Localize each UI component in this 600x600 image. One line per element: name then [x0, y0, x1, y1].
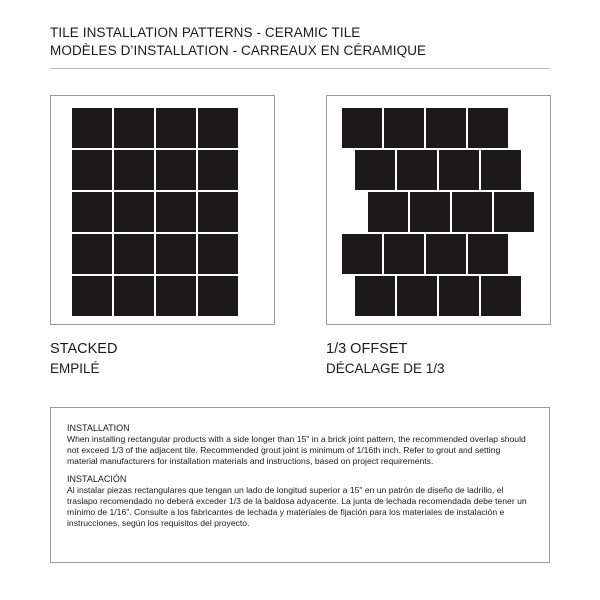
offset-tile [426, 234, 466, 274]
stacked-tile [72, 276, 112, 316]
stacked-tile [198, 276, 238, 316]
offset-tile [439, 276, 479, 316]
stacked-caption [50, 340, 117, 378]
installation-heading-spanish: INSTALACIÓN [67, 474, 127, 484]
title-french: MODÈLES D’INSTALLATION - CARREAUX EN CÉRAMIQUE [50, 43, 427, 58]
stacked-label-french: EMPILÉ [50, 361, 100, 376]
stacked-tile [114, 276, 154, 316]
offset-label-french: DÉCALAGE DE 1/3 [326, 361, 445, 376]
offset-tile [355, 276, 395, 316]
offset-pattern-diagram [326, 95, 551, 325]
offset-tile [439, 150, 479, 190]
offset-tile [397, 276, 437, 316]
header-divider [50, 68, 550, 69]
installation-notes [50, 407, 550, 563]
stacked-tile [198, 108, 238, 148]
installation-heading-english: INSTALLATION [67, 423, 130, 433]
stacked-tile [72, 150, 112, 190]
installation-body-english: When installing rectangular products with a side longer than 15" in a brick joint pattern, the recommended overlap should not exceed 1/3 of the adjacent tile. Recommended grout joint is minimum of 1/16th inch. Refer to grout and setting material manufacturers for installation materials and instructions, based on project requirements. [67, 434, 526, 466]
stacked-tile [156, 276, 196, 316]
stacked-tile [156, 150, 196, 190]
stacked-tile [72, 108, 112, 148]
offset-tile [384, 108, 424, 148]
offset-tile [384, 234, 424, 274]
stacked-tile [72, 234, 112, 274]
offset-tile [355, 150, 395, 190]
stacked-tile [114, 108, 154, 148]
offset-tile [342, 108, 382, 148]
offset-caption [326, 340, 445, 378]
stacked-tile [156, 234, 196, 274]
offset-tile [426, 108, 466, 148]
stacked-tile [198, 192, 238, 232]
offset-tile [368, 192, 408, 232]
page-header [50, 24, 426, 60]
offset-tile [468, 234, 508, 274]
offset-tile [468, 108, 508, 148]
offset-tile [452, 192, 492, 232]
title-english: TILE INSTALLATION PATTERNS - CERAMIC TILE [50, 25, 361, 40]
stacked-tile [198, 150, 238, 190]
offset-tile [494, 192, 534, 232]
installation-body-spanish: Al instalar piezas rectangulares que tengan un lado de longitud superior a 15" en un patrón de diseño de ladrillo, el traslapo recomendado no deberá exceder 1/3 de la baldosa adyacente. La junta de lechada recomendada debe tener un mínimo de 1/16". Consulte a los fabricantes de lechada y materiales de fijación para los materiales de instalación e instrucciones, según los requisitos del proyecto. [67, 485, 527, 528]
stacked-tile [114, 234, 154, 274]
offset-tile [481, 276, 521, 316]
offset-tile [397, 150, 437, 190]
offset-tile [410, 192, 450, 232]
stacked-tile [114, 150, 154, 190]
stacked-tile [72, 192, 112, 232]
offset-tile [342, 234, 382, 274]
offset-tile [481, 150, 521, 190]
stacked-tile [198, 234, 238, 274]
offset-label-english: 1/3 OFFSET [326, 341, 408, 357]
stacked-label-english: STACKED [50, 341, 118, 357]
stacked-tile [156, 192, 196, 232]
stacked-pattern-diagram [50, 95, 275, 325]
stacked-tile [114, 192, 154, 232]
stacked-tile [156, 108, 196, 148]
